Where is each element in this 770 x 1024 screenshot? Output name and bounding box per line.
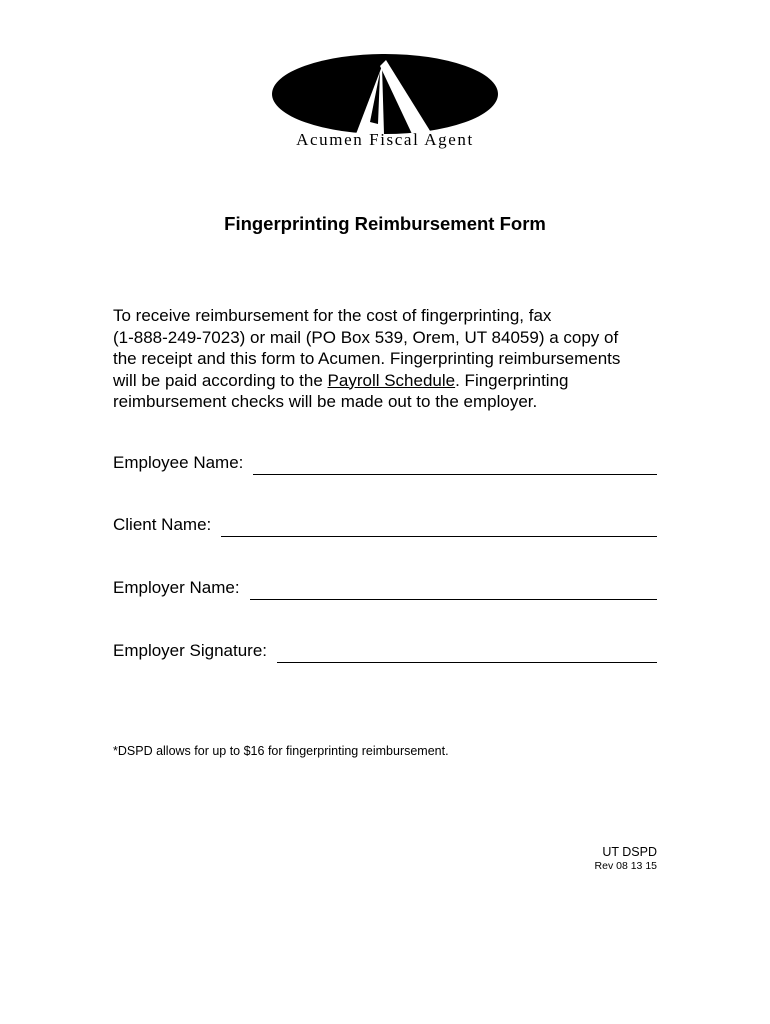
client-name-field xyxy=(113,513,657,537)
org-label: UT DSPD xyxy=(602,845,657,859)
logo-wordmark: Acumen Fiscal Agent xyxy=(296,130,474,149)
page-title: Fingerprinting Reimbursement Form xyxy=(224,213,546,234)
instructions-text: . Fingerprinting xyxy=(455,370,569,390)
instructions-line: the receipt and this form to Acumen. Fingerprinting reimbursements xyxy=(113,349,621,368)
employer-name-field xyxy=(113,576,657,600)
reimbursement-note: *DSPD allows for up to $16 for fingerprinting reimbursement. xyxy=(113,744,449,758)
employee-name-label: Employee Name: xyxy=(113,453,244,472)
employer-signature-input-line[interactable] xyxy=(277,642,657,663)
employee-name-field xyxy=(113,451,657,475)
instructions-line: reimbursement checks will be made out to the employer. xyxy=(113,392,538,411)
instructions-line: (1-888-249-7023) or mail (PO Box 539, Orem, UT 84059) a copy of xyxy=(113,327,619,347)
acumen-logo-icon xyxy=(272,54,498,134)
employer-name-label: Employer Name: xyxy=(113,578,240,597)
instructions-text: will be paid according to the xyxy=(113,370,328,390)
employee-name-input-line[interactable] xyxy=(253,454,657,475)
instructions-paragraph xyxy=(113,305,673,413)
instructions-line xyxy=(113,370,673,392)
client-name-label: Client Name: xyxy=(113,515,212,534)
employer-name-input-line[interactable] xyxy=(250,579,657,600)
revision-block xyxy=(595,844,657,873)
client-name-input-line[interactable] xyxy=(221,516,657,537)
employer-signature-field xyxy=(113,639,657,663)
revision-label: Rev 08 13 15 xyxy=(594,860,657,872)
employer-signature-label: Employer Signature: xyxy=(113,641,268,660)
instructions-line: To receive reimbursement for the cost of fingerprinting, fax xyxy=(113,306,552,325)
payroll-schedule-link[interactable]: Payroll Schedule xyxy=(327,370,456,390)
